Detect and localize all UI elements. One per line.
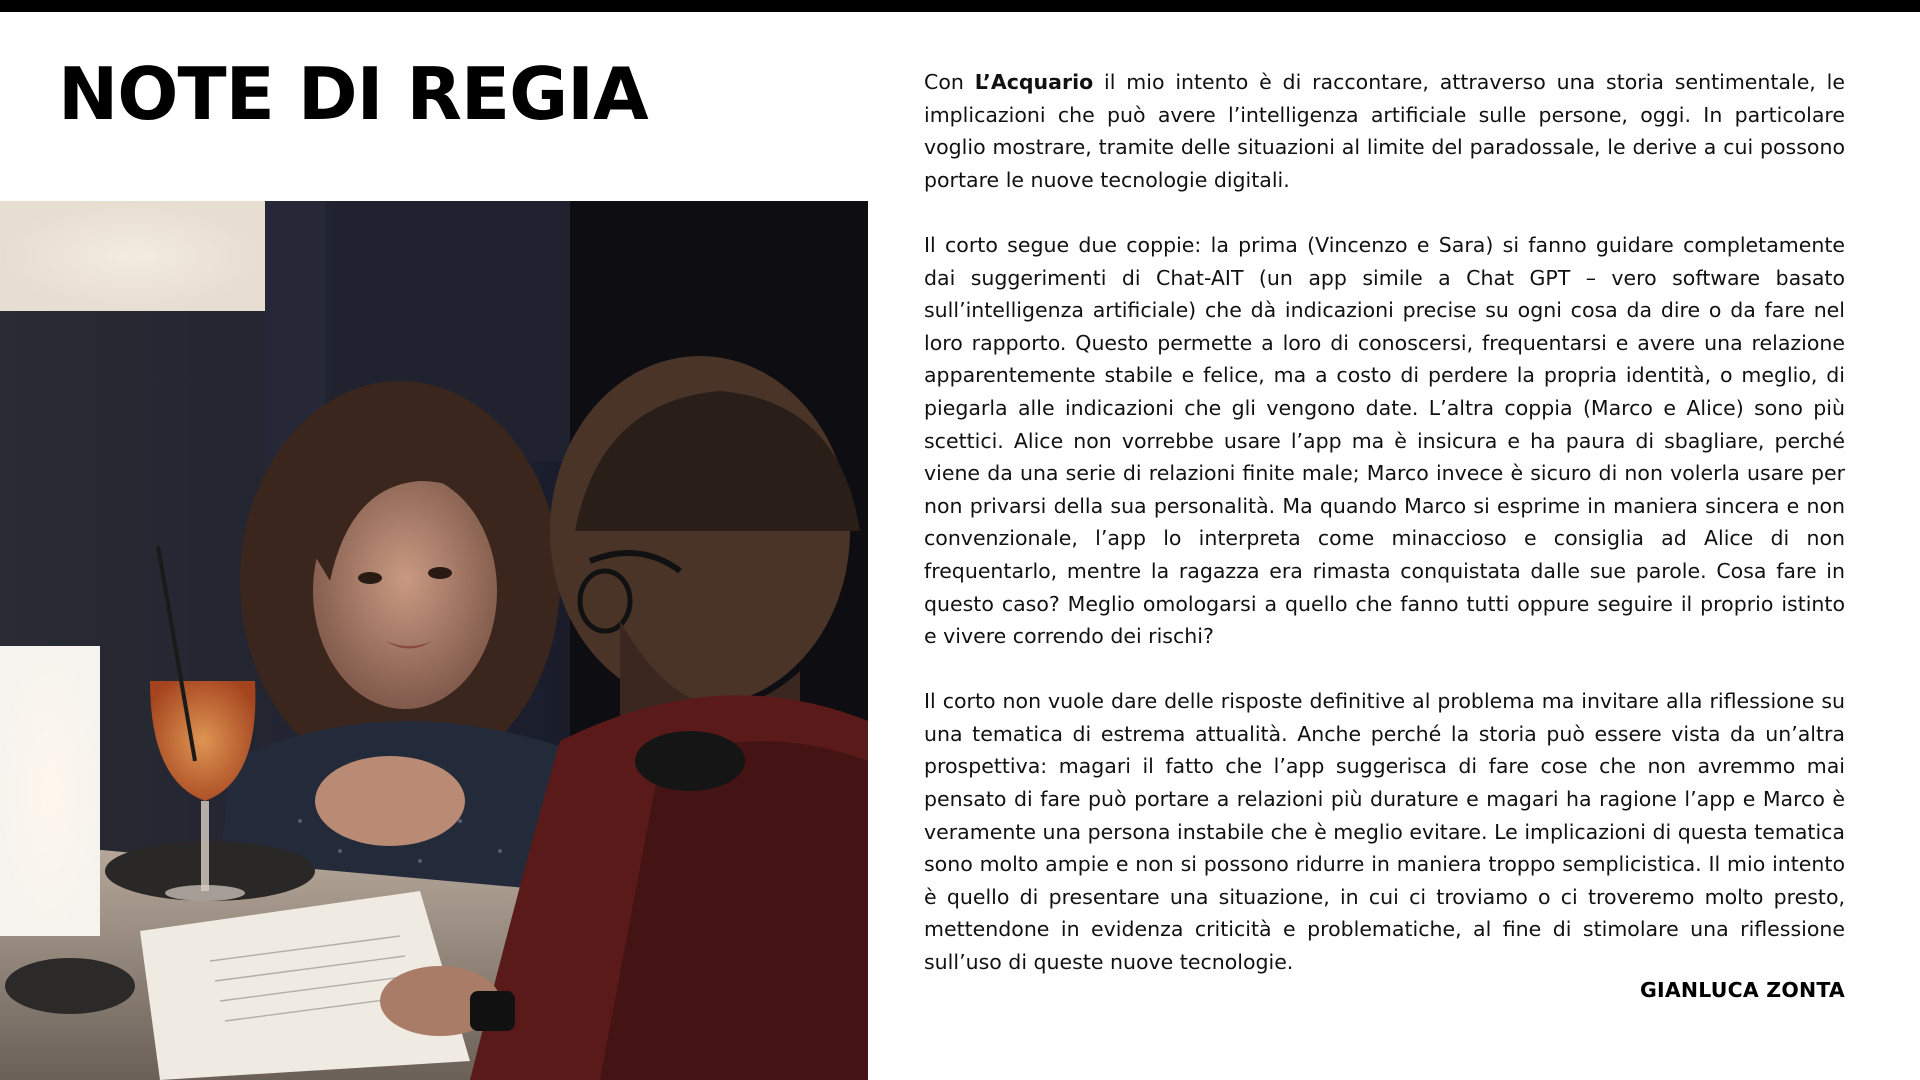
director-notes-text: [924, 66, 1845, 979]
paragraph-intro: [924, 66, 1845, 196]
director-signature: GIANLUCA ZONTA: [1639, 978, 1845, 1002]
intro-rest: il mio intento è di raccontare, attraverso una storia sentimentale, le implicazioni che può avere l’intelligenza artificiale sulle persone, oggi. In particolare voglio mostrare, tramite delle situazioni al limite del paradossale, le derive a cui possono portare le nuove tecnologie digitali.: [924, 70, 1845, 192]
intro-prefix: Con: [924, 70, 975, 94]
film-still-photo: [0, 201, 868, 1080]
paragraph-reflection: Il corto non vuole dare delle risposte definitive al problema ma invitare alla riflessione su una tematica di estrema attualità. Anche perché la storia può essere vista da un’altra prospettiva: magari il fatto che l’app suggerisca di fare cose che non avremmo mai pensato di fare può portare a relazioni più durature e magari ha ragione l’app e Marco è veramente una persona instabile che è meglio evitare. Le implicazioni di questa tematica sono molto ampie e non si possono ridurre in maniera troppo semplicistica. Il mio intento è quello di presentare una situazione, in cui ci troviamo o ci troveremo molto presto, mettendone in evidenza criticità e problematiche, al fine di stimolare una riflessione sull’uso di queste nuove tecnologie.: [924, 689, 1845, 975]
paragraph-plot: Il corto segue due coppie: la prima (Vincenzo e Sara) si fanno guidare completamente dai suggerimenti di Chat-AIT (un app simile a Chat GPT – vero software basato sull’intelligenza artificiale) che dà indicazioni precise su ogni cosa da dire o da fare nel loro rapporto. Questo permette a loro di conoscersi, frequentarsi e avere una relazione apparentemente stabile e felice, ma a costo di perdere la propria identità, o meglio, di piegarla alle indicazioni che gli vengono date. L’altra coppia (Marco e Alice) sono più scettici. Alice non vorrebbe usare l’app ma è insicura e ha paura di sbagliare, perché viene da una serie di relazioni finite male; Marco invece è sicuro di non volerla usare per non privarsi della sua personalità. Ma quando Marco si esprime in maniera sincera e non convenzionale, l’app lo interpreta come minaccioso e consiglia ad Alice di non frequentarlo, mentre la ragazza era rimasta conquistata dalle sue parole. Cosa fare in questo caso? Meglio omologarsi a quello che fanno tutti oppure seguire il proprio istinto e vivere correndo dei rischi?: [924, 232, 1845, 649]
photo-illustration: [0, 201, 868, 1080]
film-title: L’Acquario: [974, 70, 1094, 94]
top-black-bar: [0, 0, 1920, 12]
page-title: NOTE DI REGIA: [58, 52, 648, 136]
